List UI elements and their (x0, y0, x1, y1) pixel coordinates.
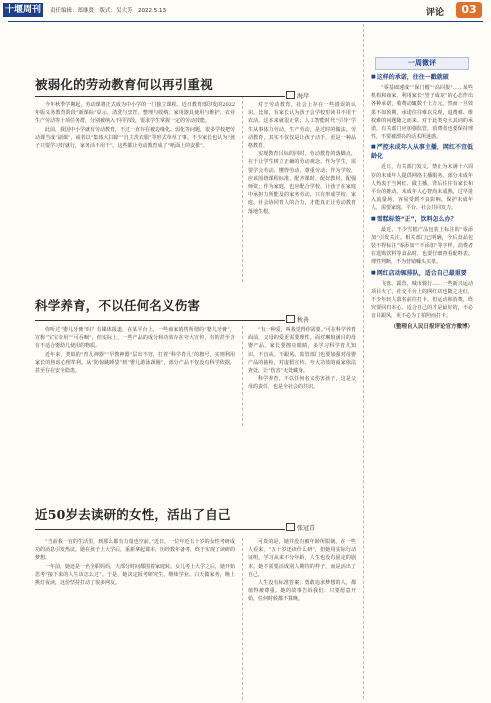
title-underline (35, 96, 285, 97)
paragraph: 一年前，她还是一名全职妈妈，大部分时间都围着家庭转。女儿考上大学之后，她开始思考“接下来的人生该怎么过”。于是，她决定报考研究生，继续学业。白天做家务，晚上挑灯夜读，这份坚持打动了很多网友。 (35, 563, 235, 587)
sidebar-item-text: “零基础速成”“保门槛”“高回报”……某些机构和商家，利用家长“望子成龙”的心态作出各种承诺，收费动辄数千上万元。然而一旦效果不如预期，承诺往往难以兑现，退费难、维权难的问题随之而来。对于此类夸大其词的承诺，有关部门应加强监管，消费者也要保持理性，不要被漂亮的话术所迷惑。 (371, 85, 473, 141)
sidebar-item-title: ■ 雪糕标签“正”，饮料怎么办？ (371, 215, 473, 224)
paragraph: “当前我一官的生活里，到那么都有力量也空前。”近日，一位年近五十岁的女性考研成功的消息引发热议。她在孩子上大学后，重新拿起课本，历经数年备考，终于实现了读研的梦想。 (35, 539, 235, 562)
sidebar-item-text: 近日，有关部门发文，禁止为未满十六周岁的未成年人提供网络主播服务。部分未成年人热衷于当网红、做主播，背后往往有家长和平台的推动。未成年人心智尚未成熟，过早进入流量场，容易受到不良影响。保护未成年人，需要家庭、平台、社会共同发力。 (371, 164, 473, 212)
title-underline (35, 529, 285, 530)
paragraph: 今年秋季学期起，劳动课将正式成为中小学的一门独立课程。近日教育部印发的2022年版义务教育阶段“新课标”显示，清洗与烹饪、整理与收纳、家用器具使用与维护、农业生产劳动等十项任务群，分别被纳入不同学段，要求学生掌握一定的劳动技能。 (35, 102, 235, 125)
sidebar-header: 一周微评 (375, 57, 469, 70)
article-body-col-1 (35, 538, 235, 700)
sidebar-item (371, 215, 473, 267)
sidebar-item-title: ■ 这样的承诺，往往一戳就破 (371, 73, 473, 82)
sidebar-item-text: 飞盘、露营、城市骑行……一些新兴运动项目火了，社交平台上的网红店也随之走红，不少年轻人慕名前往打卡。但运动和消费，终究要回归本心。适合自己的才是最好的，不必盲目跟风，更不必为了拍照而打卡。 (371, 280, 473, 320)
article-body-col-2 (248, 101, 356, 283)
article-author-haian: 海岸 (286, 91, 309, 100)
paragraph: 对于劳动教育，社会上存在一些错误的认识。比如，有家长认为孩子会学校里读书不用干农活，这本来就很正常；人工智能时代“引导”学生从事体力劳动，生产劳动，是过时的做法。劳动教育，其实不仅仅是让孩子动手，更是一种品格教育。 (248, 102, 356, 150)
sidebar-item (371, 143, 473, 212)
sidebar-item (371, 73, 473, 141)
paragraph: 你听过“婴儿牙膏”吗？有媒体报道，在某平台上，一些商家销售所谓的“婴儿牙膏”，宣称“宝宝专用”“可吞咽”，但实际上，一些产品的成分和功效存在夸大宣传，有的甚至含有不适合婴幼儿使用的物质。 (35, 327, 235, 350)
article-body-col-2 (248, 326, 356, 426)
article-body-col-1 (35, 326, 235, 426)
masthead (0, 0, 491, 20)
column-divider (242, 326, 243, 426)
article-author-zhangguanqing: 张冠青 (286, 523, 315, 532)
paragraph: 近年来，类似的“育儿神器”“早教神器”层出不穷，打着“科学育儿”的旗号，实则利用家长的焦虑心理牟利。从“防惊跳睡袋”到“婴儿游泳颈圈”，部分产品不仅没有科学依据，甚至存在安全隐患。 (35, 351, 235, 375)
article-title-labor-education: 被弱化的劳动教育何以再引重视 (35, 77, 213, 92)
column-divider (242, 96, 243, 282)
column-divider (242, 538, 243, 700)
sidebar-item-title: ■ 严控未成年人从事主播，网红不宜低龄化 (371, 143, 473, 161)
section-label: 评论 (426, 8, 445, 18)
newspaper-logo: 十堰周刊 (4, 5, 41, 15)
editor-line: 责任编辑：郑继贤 版式：吴大芳 2022.5.13 (50, 8, 166, 14)
masthead-rule (8, 21, 483, 22)
article-author-qiushan: 秋善 (286, 315, 309, 324)
sidebar-item-text: 最近，不少雪糕产品包装上标注的“零添加”引发关注。相关部门已明确，今后食品包装不得标注“零添加”“不添加”等字样。消费者在选购饮料等食品时，也要仔细查看配料表，理性判断，不为营销噱头买单。 (371, 226, 473, 266)
paragraph: 科学养育，不以任何名义伤害孩子，这是父母的责任，也是全社会的共识。 (248, 376, 356, 391)
sidebar-item-title: ■ 网红店动辄排队，适合自己最重要 (371, 269, 473, 278)
article-body-col-2 (248, 538, 356, 700)
paragraph: 此前，我国中小学就有劳动教育，不过一直存在被边缘化、弱化等问题，很多学校把劳动课当成“副课”，或者以“集体大扫除”“自主洗衣服”等形式草草了事。不少家长也认为“孩子只要学习好就行，家务活不用干”。这些都让劳动教育成了“纸面上的安排”。 (35, 126, 235, 150)
article-title-woman-graduate-study: 近50岁去读研的女性，活出了自己 (35, 507, 231, 522)
article-body-col-1 (35, 101, 235, 283)
article-title-scientific-parenting: 科学养育，不以任何名义伤害 (35, 298, 201, 313)
sidebar-source-note: （整理自人民日报评论官方微博） (390, 323, 473, 330)
title-underline (35, 320, 285, 321)
sidebar-body (371, 73, 473, 700)
page-number-badge: 03 (456, 2, 482, 18)
sidebar-item (371, 269, 473, 321)
paragraph: 人生没有标准答案，勇敢追求梦想的人，都值得被尊重。她的故事告诉我们：只要愿意开始，任何时候都不算晚。 (248, 580, 356, 603)
paragraph: 实现教育目标的同时，劳动教育的落脚点，在于让学生树立正确的劳动观念。作为学生，需要学会劳动、懂得劳动、尊重劳动；作为学校，应该围绕课程标准，配齐课时、配好教材、配强师资；作为家庭，也应配合学校，让孩子在家庭中承担力所能及的家务劳动。只有形成学校、家庭、社会协同育人的合力，才能真正让劳动教育落地生根。 (248, 151, 356, 215)
column-divider (363, 24, 364, 699)
paragraph: 可贵的是，她并没有被年龄所限制。在一些人看来，“五十岁还读什么研”，但她用实际行动证明，学习从来不分年龄，人生也没有固定的剧本。她不需要活成别人期待的样子，而是活出了自己。 (248, 539, 356, 578)
paragraph: “有一种爱，叫我觉得你需要。”可在科学养育面前，父母的爱更需要理性。面对琳琅满目的母婴产品，家长要擦亮眼睛，多学习科学育儿知识，不盲从、不跟风。监管部门也要加强对母婴产品的抽检，对虚假宣传、夸大功效的商家依法查处，让“伤害”无处藏身。 (248, 327, 356, 375)
